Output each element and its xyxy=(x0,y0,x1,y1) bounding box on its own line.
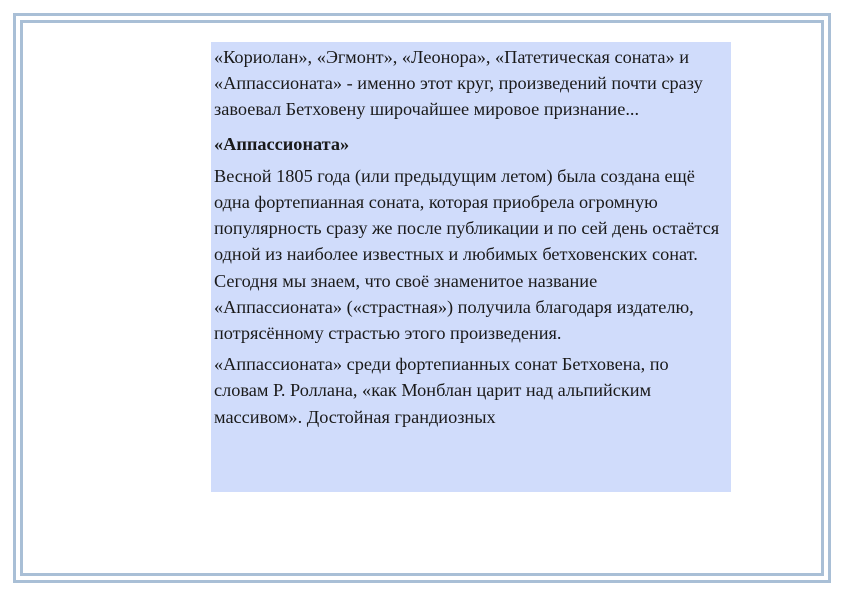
body-paragraph-1: Весной 1805 года (или предыдущим летом) была создана ещё одна фортепианная соната, которая приобрела огромную популярность сразу же после публикации и по сей день остаётся одной из наиболее известных и любимых бетховенских сонат. Сегодня мы знаем, что своё знаменитое название «Аппассионата» («страстная») получила благодаря издателю, потрясённому страстью этого произведения. xyxy=(214,165,720,344)
body-paragraph-2: «Аппассионата» среди фортепианных сонат Бетховена, по словам Р. Роллана, «как Монблан царит над альпийским массивом». Достойная грандиозных xyxy=(214,354,669,427)
intro-paragraph: «Кориолан», «Эгмонт», «Леонора», «Патетическая соната» и «Аппассионата» - именно этот круг, произведений почти сразу завоевал Бетховену широчайшее мировое признание... xyxy=(214,47,703,120)
section-heading: «Аппассионата» xyxy=(214,133,350,154)
text-box xyxy=(211,42,731,492)
